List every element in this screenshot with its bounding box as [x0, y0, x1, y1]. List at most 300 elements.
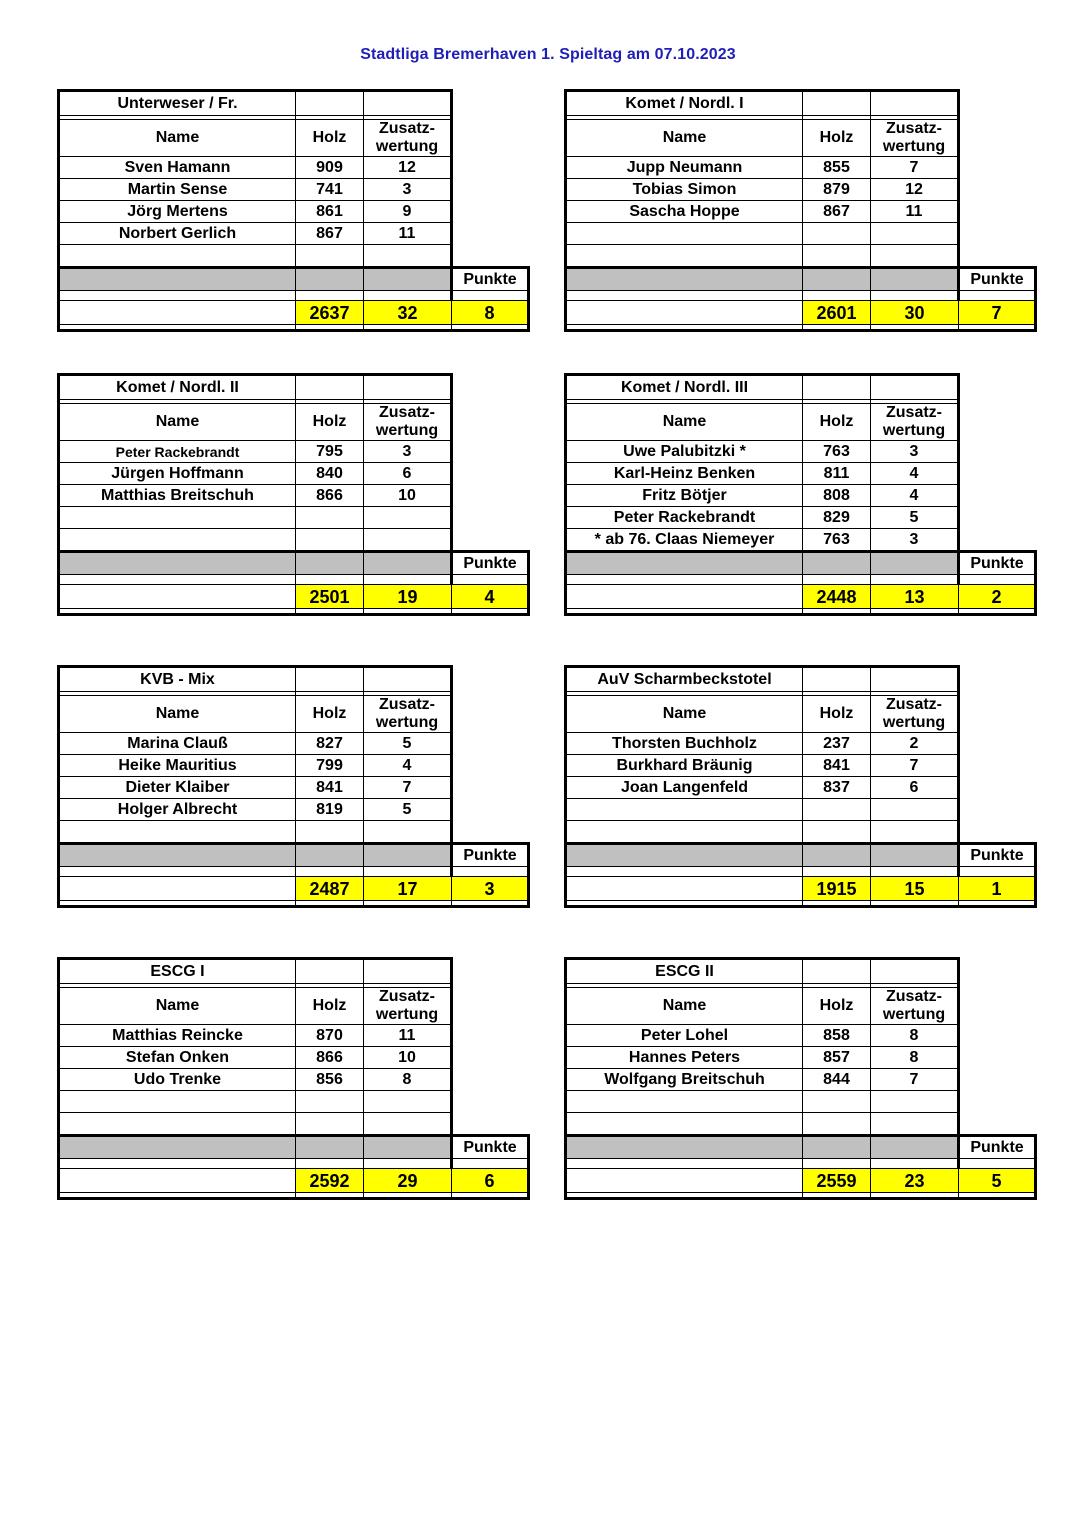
- table-row: [59, 777, 529, 799]
- player-zusatzwertung: [871, 1113, 959, 1136]
- player-name: * ab 76. Claas Niemeyer: [566, 529, 803, 552]
- empty-cell: [959, 959, 1036, 984]
- player-holz: 763: [803, 529, 871, 552]
- table-row: [59, 179, 529, 201]
- zusatz-line-1: Zusatz-: [379, 120, 435, 137]
- column-header-zusatzwertung: [871, 988, 959, 1025]
- player-holz: 799: [296, 755, 364, 777]
- table-row: [59, 441, 529, 463]
- column-header-zusatzwertung: [364, 988, 452, 1025]
- empty-cell: [364, 667, 452, 692]
- total-punkte: 7: [959, 301, 1036, 325]
- zusatz-line-1: Zusatz-: [379, 404, 435, 421]
- team-table: [57, 373, 527, 626]
- player-zusatzwertung: [871, 799, 959, 821]
- punkte-label: Punkte: [452, 844, 529, 867]
- total-punkte: 1: [959, 877, 1036, 901]
- player-holz: 841: [296, 777, 364, 799]
- total-punkte: 8: [452, 301, 529, 325]
- grey-band: [566, 552, 803, 575]
- zusatz-line-2: wertung: [882, 422, 946, 439]
- table-row: [566, 1091, 1036, 1113]
- column-header-name: Name: [59, 120, 296, 157]
- player-name: [566, 245, 803, 268]
- empty-cell: [803, 375, 871, 400]
- player-name: [566, 799, 803, 821]
- player-name: Karl-Heinz Benken: [566, 463, 803, 485]
- grey-band: [59, 844, 296, 867]
- player-name: Sascha Hoppe: [566, 201, 803, 223]
- player-holz: [296, 1091, 364, 1113]
- player-name: Peter Rackebrandt: [59, 441, 296, 463]
- zusatz-line-2: wertung: [882, 714, 946, 731]
- player-zusatzwertung: 8: [871, 1025, 959, 1047]
- player-name: [566, 821, 803, 844]
- grey-band: [871, 844, 959, 867]
- total-holz: 2592: [296, 1169, 364, 1193]
- player-name: [566, 223, 803, 245]
- player-holz: 844: [803, 1069, 871, 1091]
- table-row: [566, 1113, 1036, 1136]
- player-zusatzwertung: 2: [871, 733, 959, 755]
- player-holz: 827: [296, 733, 364, 755]
- totals-row: [59, 1169, 529, 1193]
- zusatz-line-1: Zusatz-: [886, 120, 942, 137]
- player-name: Sven Hamann: [59, 157, 296, 179]
- table-row: [59, 733, 529, 755]
- grey-band: [566, 844, 803, 867]
- player-name: [59, 245, 296, 268]
- player-zusatzwertung: 5: [364, 733, 452, 755]
- zusatz-line-2: wertung: [882, 138, 946, 155]
- column-header-name: Name: [566, 120, 803, 157]
- empty-cell: [364, 959, 452, 984]
- player-zusatzwertung: 8: [871, 1047, 959, 1069]
- player-zusatzwertung: 4: [364, 755, 452, 777]
- table-row: [566, 1069, 1036, 1091]
- grey-band: [364, 844, 452, 867]
- zusatz-line-2: wertung: [375, 138, 439, 155]
- empty-cell: [566, 1169, 803, 1193]
- empty-cell: [364, 375, 452, 400]
- table-row: [59, 201, 529, 223]
- player-name: Jörg Mertens: [59, 201, 296, 223]
- grey-band: [803, 844, 871, 867]
- zusatz-line-1: Zusatz-: [886, 404, 942, 421]
- player-zusatzwertung: 7: [364, 777, 452, 799]
- player-zusatzwertung: 12: [364, 157, 452, 179]
- punkte-label: Punkte: [452, 552, 529, 575]
- player-zusatzwertung: 10: [364, 1047, 452, 1069]
- zusatz-line-1: Zusatz-: [886, 988, 942, 1005]
- player-zusatzwertung: [364, 1091, 452, 1113]
- grey-band: [364, 552, 452, 575]
- player-holz: 819: [296, 799, 364, 821]
- team-name: Unterweser / Fr.: [59, 91, 296, 116]
- team-name: Komet / Nordl. I: [566, 91, 803, 116]
- player-name: [59, 1113, 296, 1136]
- total-holz: 2501: [296, 585, 364, 609]
- total-punkte: 3: [452, 877, 529, 901]
- empty-cell: [566, 585, 803, 609]
- player-holz: 909: [296, 157, 364, 179]
- player-zusatzwertung: [364, 529, 452, 552]
- player-name: [566, 1113, 803, 1136]
- table-row: [59, 1091, 529, 1113]
- player-holz: 811: [803, 463, 871, 485]
- player-zusatzwertung: [871, 821, 959, 844]
- team-name: AuV Scharmbeckstotel: [566, 667, 803, 692]
- punkte-label: Punkte: [959, 1136, 1036, 1159]
- empty-cell: [452, 91, 529, 116]
- empty-cell: [59, 877, 296, 901]
- player-holz: 861: [296, 201, 364, 223]
- player-name: Fritz Bötjer: [566, 485, 803, 507]
- player-holz: [296, 1113, 364, 1136]
- player-name: Hannes Peters: [566, 1047, 803, 1069]
- totals-row: [566, 585, 1036, 609]
- player-zusatzwertung: 8: [364, 1069, 452, 1091]
- table-row: [59, 799, 529, 821]
- grey-band: [566, 268, 803, 291]
- grey-band: [364, 1136, 452, 1159]
- page-title: Stadtliga Bremerhaven 1. Spieltag am 07.10.2023: [360, 46, 736, 63]
- punkte-label: Punkte: [959, 844, 1036, 867]
- table-row: [566, 529, 1036, 552]
- totals-row: [59, 301, 529, 325]
- total-holz: 2448: [803, 585, 871, 609]
- column-header-name: Name: [59, 404, 296, 441]
- player-zusatzwertung: 7: [871, 1069, 959, 1091]
- player-zusatzwertung: 5: [871, 507, 959, 529]
- table-row: [59, 529, 529, 552]
- player-name: Stefan Onken: [59, 1047, 296, 1069]
- empty-cell: [452, 959, 529, 984]
- column-header-holz: Holz: [803, 120, 871, 157]
- total-zusatzwertung: 19: [364, 585, 452, 609]
- empty-cell: [364, 91, 452, 116]
- empty-cell: [59, 585, 296, 609]
- column-header-holz: Holz: [803, 404, 871, 441]
- grey-band: [871, 552, 959, 575]
- empty-cell: [959, 375, 1036, 400]
- empty-cell: [452, 667, 529, 692]
- empty-cell: [452, 375, 529, 400]
- column-header-name: Name: [59, 988, 296, 1025]
- player-holz: 855: [803, 157, 871, 179]
- zusatz-line-2: wertung: [375, 422, 439, 439]
- player-holz: 867: [803, 201, 871, 223]
- table-row: [59, 1069, 529, 1091]
- empty-cell: [871, 375, 959, 400]
- player-name: [566, 1091, 803, 1113]
- table-row: [59, 1113, 529, 1136]
- table-row: [59, 485, 529, 507]
- column-header-holz: Holz: [803, 696, 871, 733]
- table-row: [566, 507, 1036, 529]
- empty-cell: [959, 91, 1036, 116]
- table-row: [566, 157, 1036, 179]
- player-name: Peter Lohel: [566, 1025, 803, 1047]
- player-name: Burkhard Bräunig: [566, 755, 803, 777]
- player-zusatzwertung: 7: [871, 157, 959, 179]
- player-zusatzwertung: [871, 223, 959, 245]
- table-row: [59, 223, 529, 245]
- player-zusatzwertung: 4: [871, 463, 959, 485]
- team-table: [564, 89, 1034, 342]
- player-name: Tobias Simon: [566, 179, 803, 201]
- grey-band: [566, 1136, 803, 1159]
- punkte-label: Punkte: [452, 1136, 529, 1159]
- player-name: [59, 821, 296, 844]
- table-row: [566, 179, 1036, 201]
- total-zusatzwertung: 32: [364, 301, 452, 325]
- column-header-zusatzwertung: [871, 404, 959, 441]
- grey-band: [871, 268, 959, 291]
- total-punkte: 4: [452, 585, 529, 609]
- player-zusatzwertung: 7: [871, 755, 959, 777]
- table-row: [59, 245, 529, 268]
- player-zusatzwertung: 10: [364, 485, 452, 507]
- total-holz: 2487: [296, 877, 364, 901]
- table-row: [59, 821, 529, 844]
- grey-band: [364, 268, 452, 291]
- column-header-name: Name: [566, 404, 803, 441]
- grey-band: [296, 844, 364, 867]
- player-zusatzwertung: 5: [364, 799, 452, 821]
- total-zusatzwertung: 30: [871, 301, 959, 325]
- player-name: Jupp Neumann: [566, 157, 803, 179]
- zusatz-line-1: Zusatz-: [379, 696, 435, 713]
- team-table: [564, 957, 1034, 1210]
- player-zusatzwertung: 4: [871, 485, 959, 507]
- totals-row: [59, 585, 529, 609]
- column-header-holz: Holz: [296, 120, 364, 157]
- grey-band: [59, 268, 296, 291]
- player-zusatzwertung: 6: [871, 777, 959, 799]
- player-holz: 795: [296, 441, 364, 463]
- table-row: [566, 1025, 1036, 1047]
- grey-band: [296, 1136, 364, 1159]
- player-holz: 858: [803, 1025, 871, 1047]
- empty-cell: [566, 301, 803, 325]
- player-zusatzwertung: 6: [364, 463, 452, 485]
- table-row: [566, 755, 1036, 777]
- player-zusatzwertung: [364, 245, 452, 268]
- table-row: [566, 201, 1036, 223]
- table-row: [59, 1047, 529, 1069]
- player-zusatzwertung: 11: [364, 1025, 452, 1047]
- player-holz: 870: [296, 1025, 364, 1047]
- team-table: [564, 665, 1034, 918]
- empty-cell: [59, 301, 296, 325]
- total-holz: 1915: [803, 877, 871, 901]
- player-name: Uwe Palubitzki *: [566, 441, 803, 463]
- table-row: [566, 463, 1036, 485]
- grey-band: [871, 1136, 959, 1159]
- zusatz-line-1: Zusatz-: [379, 988, 435, 1005]
- total-holz: 2601: [803, 301, 871, 325]
- player-holz: 237: [803, 733, 871, 755]
- table-row: [566, 821, 1036, 844]
- grey-band: [803, 1136, 871, 1159]
- table-row: [566, 441, 1036, 463]
- player-name: Matthias Reincke: [59, 1025, 296, 1047]
- player-name: Norbert Gerlich: [59, 223, 296, 245]
- table-row: [59, 157, 529, 179]
- player-holz: [296, 507, 364, 529]
- table-row: [566, 733, 1036, 755]
- player-zusatzwertung: 3: [871, 441, 959, 463]
- player-name: Heike Mauritius: [59, 755, 296, 777]
- player-name: Marina Clauß: [59, 733, 296, 755]
- player-holz: [296, 245, 364, 268]
- total-punkte: 5: [959, 1169, 1036, 1193]
- table-row: [566, 777, 1036, 799]
- player-zusatzwertung: 11: [871, 201, 959, 223]
- total-holz: 2637: [296, 301, 364, 325]
- empty-cell: [59, 1169, 296, 1193]
- total-zusatzwertung: 15: [871, 877, 959, 901]
- zusatz-line-1: Zusatz-: [886, 696, 942, 713]
- team-table: [564, 373, 1034, 626]
- player-holz: [803, 821, 871, 844]
- player-holz: [803, 245, 871, 268]
- column-header-zusatzwertung: [364, 404, 452, 441]
- grey-band: [296, 552, 364, 575]
- grey-band: [59, 1136, 296, 1159]
- team-name: ESCG II: [566, 959, 803, 984]
- total-zusatzwertung: 17: [364, 877, 452, 901]
- player-holz: 829: [803, 507, 871, 529]
- empty-cell: [296, 375, 364, 400]
- player-name: [59, 1091, 296, 1113]
- table-row: [59, 507, 529, 529]
- player-holz: 763: [803, 441, 871, 463]
- totals-row: [59, 877, 529, 901]
- player-holz: [803, 799, 871, 821]
- grey-band: [59, 552, 296, 575]
- empty-cell: [871, 91, 959, 116]
- player-name: Udo Trenke: [59, 1069, 296, 1091]
- player-zusatzwertung: 11: [364, 223, 452, 245]
- column-header-name: Name: [566, 988, 803, 1025]
- player-name: Thorsten Buchholz: [566, 733, 803, 755]
- player-zusatzwertung: [364, 1113, 452, 1136]
- empty-cell: [566, 877, 803, 901]
- column-header-holz: Holz: [296, 696, 364, 733]
- empty-cell: [803, 667, 871, 692]
- player-name: [59, 507, 296, 529]
- totals-row: [566, 877, 1036, 901]
- player-holz: [803, 1091, 871, 1113]
- total-punkte: 6: [452, 1169, 529, 1193]
- team-name: Komet / Nordl. II: [59, 375, 296, 400]
- player-zusatzwertung: [364, 507, 452, 529]
- team-table: [57, 957, 527, 1210]
- table-row: [566, 799, 1036, 821]
- player-name: [59, 529, 296, 552]
- player-zusatzwertung: 3: [364, 441, 452, 463]
- player-name: Matthias Breitschuh: [59, 485, 296, 507]
- empty-cell: [803, 91, 871, 116]
- column-header-holz: Holz: [803, 988, 871, 1025]
- player-holz: 741: [296, 179, 364, 201]
- player-holz: [296, 529, 364, 552]
- player-name: Martin Sense: [59, 179, 296, 201]
- empty-cell: [296, 667, 364, 692]
- grey-band: [803, 268, 871, 291]
- table-row: [59, 755, 529, 777]
- punkte-label: Punkte: [452, 268, 529, 291]
- player-holz: 840: [296, 463, 364, 485]
- table-row: [566, 223, 1036, 245]
- totals-row: [566, 1169, 1036, 1193]
- player-holz: [803, 1113, 871, 1136]
- player-zusatzwertung: 3: [871, 529, 959, 552]
- team-name: KVB - Mix: [59, 667, 296, 692]
- player-holz: 867: [296, 223, 364, 245]
- player-holz: [296, 821, 364, 844]
- empty-cell: [803, 959, 871, 984]
- column-header-zusatzwertung: [871, 696, 959, 733]
- team-name: Komet / Nordl. III: [566, 375, 803, 400]
- total-zusatzwertung: 29: [364, 1169, 452, 1193]
- player-holz: 841: [803, 755, 871, 777]
- table-row: [566, 1047, 1036, 1069]
- zusatz-line-2: wertung: [375, 1006, 439, 1023]
- grey-band: [296, 268, 364, 291]
- total-zusatzwertung: 13: [871, 585, 959, 609]
- player-holz: [803, 223, 871, 245]
- total-zusatzwertung: 23: [871, 1169, 959, 1193]
- grey-band: [803, 552, 871, 575]
- player-name: Joan Langenfeld: [566, 777, 803, 799]
- column-header-name: Name: [566, 696, 803, 733]
- player-holz: 857: [803, 1047, 871, 1069]
- empty-cell: [959, 667, 1036, 692]
- column-header-zusatzwertung: [871, 120, 959, 157]
- column-header-zusatzwertung: [364, 120, 452, 157]
- player-holz: 808: [803, 485, 871, 507]
- column-header-holz: Holz: [296, 404, 364, 441]
- totals-row: [566, 301, 1036, 325]
- total-punkte: 2: [959, 585, 1036, 609]
- player-holz: 866: [296, 485, 364, 507]
- team-table: [57, 89, 527, 342]
- player-name: Jürgen Hoffmann: [59, 463, 296, 485]
- column-header-zusatzwertung: [364, 696, 452, 733]
- player-zusatzwertung: [871, 1091, 959, 1113]
- player-zusatzwertung: [364, 821, 452, 844]
- player-zusatzwertung: 3: [364, 179, 452, 201]
- total-holz: 2559: [803, 1169, 871, 1193]
- team-name: ESCG I: [59, 959, 296, 984]
- player-name: Peter Rackebrandt: [566, 507, 803, 529]
- table-row: [59, 463, 529, 485]
- table-row: [566, 485, 1036, 507]
- empty-cell: [871, 959, 959, 984]
- player-name: Wolfgang Breitschuh: [566, 1069, 803, 1091]
- player-zusatzwertung: 12: [871, 179, 959, 201]
- table-row: [59, 1025, 529, 1047]
- zusatz-line-2: wertung: [375, 714, 439, 731]
- player-holz: 866: [296, 1047, 364, 1069]
- column-header-name: Name: [59, 696, 296, 733]
- player-name: Dieter Klaiber: [59, 777, 296, 799]
- team-table: [57, 665, 527, 918]
- player-holz: 837: [803, 777, 871, 799]
